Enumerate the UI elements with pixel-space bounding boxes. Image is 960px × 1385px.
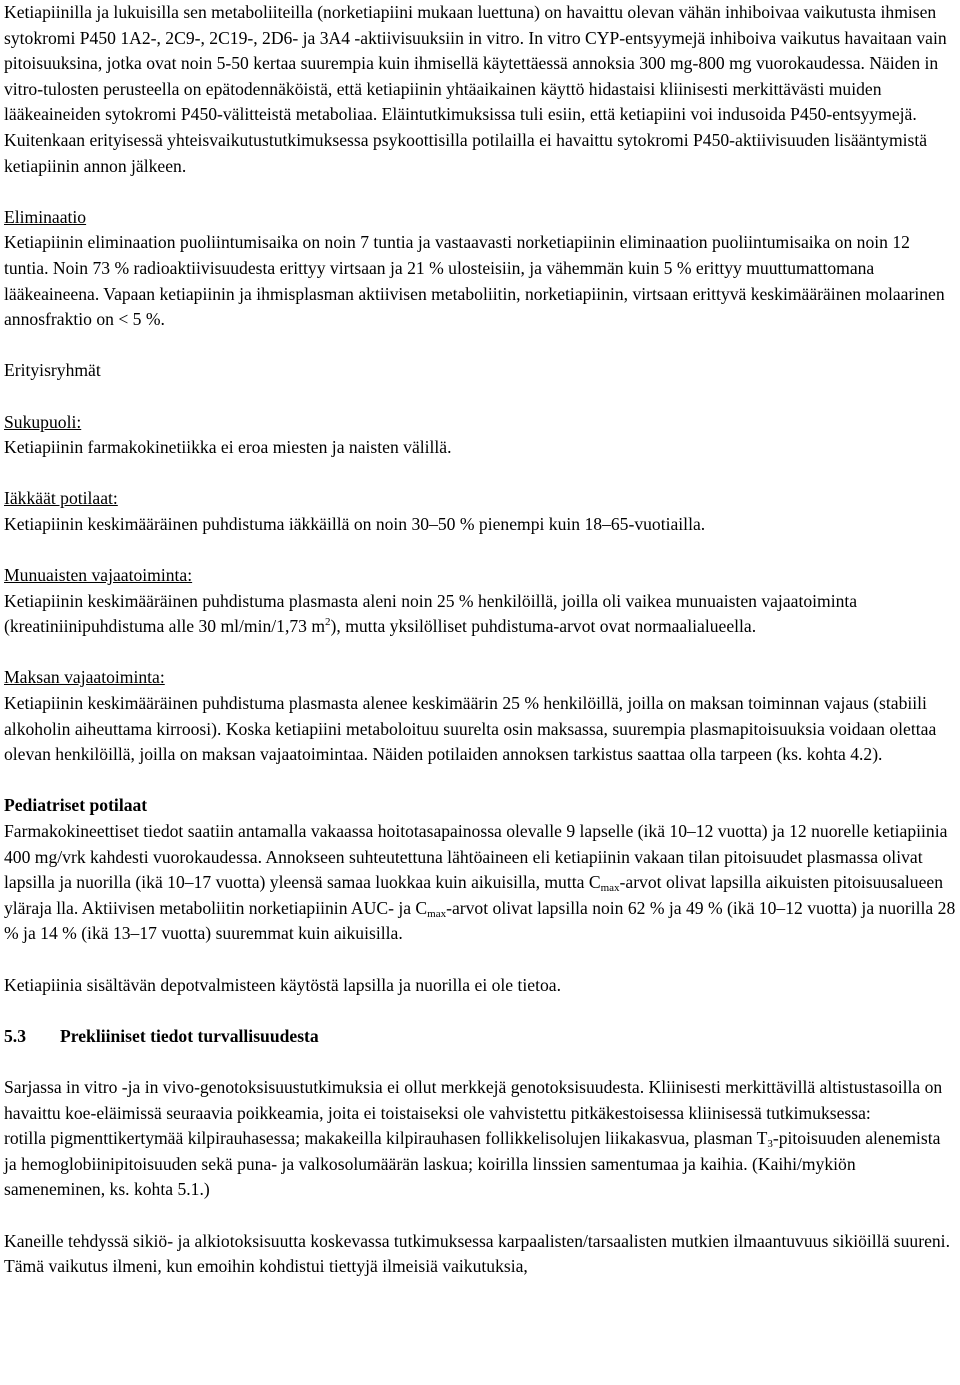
elimination-paragraph: Ketiapiinin eliminaation puoliintumisaika on noin 7 tuntia ja vastaavasti norketiapiinin eliminaation puoliintumisaika on noin 12 tuntia. Noin 73 % radioaktiivisuudesta erittyy virtsaan ja 21 % ulosteisiin, ja vähemmän kuin 5 % erittyy muuttumattomana lääkeaineena. Vapaan ketiapiinin ja ihmisplasman aktiivisen metaboliitin, norketiapiinin, virtsaan erittyvä keskimääräinen molaarinen annosfraktio on < 5 %. — [4, 232, 945, 330]
liver-heading: Maksan vajaatoiminta: — [4, 667, 165, 688]
document-page — [4, 0, 956, 1280]
reproductive-toxicity-paragraph: Kaneille tehdyssä sikiö- ja alkiotoksisuutta koskevassa tutkimuksessa karpaalisten/tarsaalisten mutkien ilmaantuvuus sikiöillä suureni. Tämä vaikutus ilmeni, kun emoihin kohdistui tiettyjä ilmeisiä vaikutuksia, — [4, 1230, 950, 1277]
renal-paragraph: Ketiapiinin keskimääräinen puhdistuma plasmasta aleni noin 25 % henkilöillä, joilla oli vaikea munuaisten vajaatoiminta (kreatiniinipuhdistuma alle 30 ml/min/1,73 $m^2$), mutta yksilölliset puhdistuma-arvot ovat normaalialueella. — [4, 590, 858, 637]
special-populations-heading: Erityisryhmät — [4, 360, 101, 381]
sex-paragraph: Ketiapiinin farmakokinetiikka ei eroa miesten ja naisten välillä. — [4, 437, 452, 458]
renal-heading: Munuaisten vajaatoiminta: — [4, 565, 193, 586]
pediatric-heading: Pediatriset potilaat — [4, 795, 148, 816]
elderly-heading: Iäkkäät potilaat: — [4, 488, 118, 509]
metabolism-paragraph: Ketiapiinilla ja lukuisilla sen metaboliiteilla (norketiapiini mukaan luettuna) on havaittu olevan vähän inhiboivaa vaikutusta ihmisen sytokromi P450 1A2-, 2C9-, 2C19-, 2D6- ja 3A4 -aktiivisuuksiin in vitro. In vitro CYP-entsyymejä inhiboiva vaikutus havaitaan vain pitoisuuksina, jotka ovat noin 5-50 kertaa suurempia kuin ihmisellä käytettäessä annoksia 300 mg-800 mg vuorokaudessa. Näiden in vitro-tulosten perusteella on epätodennäköistä, että ketiapiinin yhtäaikainen käyttö hidastaisi kliinisesti merkittävästi muiden lääkeaineiden sytokromi P450-välitteistä metaboliaa. Eläintutkimuksissa tuli esiin, että ketiapiini voi indusoida P450-entsyymejä. Kuitenkaan erityisessä yhteisvaikutustutkimuksessa psykoottisilla potilailla ei havaittu sytokromi P450-aktiivisuuden lisääntymistä ketiapiinin annon jälkeen. — [4, 2, 947, 176]
section-number: 5.3 — [4, 1025, 26, 1046]
pediatric-paragraph: Farmakokineettiset tiedot saatiin antamalla vakaassa hoitotasapainossa olevalle 9 lapselle (ikä 10–12 vuotta) ja 12 nuorelle ketiapiinia 400 mg/vrk kahdesti vuorokaudessa. Annokseen suhteutettuna lähtöaineen eli ketiapiinin vakaan tilan pitoisuudet plasmassa olivat lapsilla ja nuorilla (ikä 10–17 vuotta) yleensä samaa luokkaa kuin aikuisilla, mutta $C_{max}$-arvot olivat lapsilla aikuisten pitoisuusalueen yläraja lla. Aktiivisen metaboliitin norketiapiinin AUC- ja $C_{max}$-arvot olivat lapsilla noin 62 % ja 49 % (ikä 10–12 vuotta) ja nuorilla 28 % ja 14 % (ikä 13–17 vuotta) suuremmat kuin aikuisilla. — [4, 821, 956, 944]
elimination-heading: Eliminaatio — [4, 206, 87, 227]
depot-paragraph: Ketiapiinia sisältävän depotvalmisteen käytöstä lapsilla ja nuorilla ei ole tietoa. — [4, 974, 561, 995]
section-title: Prekliiniset tiedot turvallisuudesta — [60, 1025, 319, 1046]
sex-heading: Sukupuoli: — [4, 411, 82, 432]
genotoxicity-paragraph: Sarjassa in vitro -ja in vivo-genotoksisuustutkimuksia ei ollut merkkejä genotoksisuudesta. Kliinisesti merkittävillä altistustasoilla on havaittu koe-eläimissä seuraavia poikkeamia, joita ei toistaiseksi ole vahvistettu pitkäkestoisessa kliinisessä tutkimuksessa: rotilla pigmenttikertymää kilpirauhasessa; makakeilla kilpirauhasen follikkelisolujen liikakasvua, plasman $T_3$-pitoisuuden alenemista ja hemoglobiinipitoisuuden sekä puna- ja valkosolumäärän laskua; koirilla linssien samentumaa ja kaihia. (Kaihi/mykiön sameneminen, ks. kohta 5.1.) — [4, 1076, 943, 1200]
elderly-paragraph: Ketiapiinin keskimääräinen puhdistuma iäkkäillä on noin 30–50 % pienempi kuin 18–65-vuotiailla. — [4, 513, 706, 534]
liver-paragraph: Ketiapiinin keskimääräinen puhdistuma plasmasta alenee keskimäärin 25 % henkilöillä, joilla on maksan toiminnan vajaus (stabiili alkoholin aiheuttama kirroosi). Koska ketiapiini metaboloituu suurelta osin maksassa, suurempia plasmapitoisuuksia voidaan olettaa olevan henkilöillä, joilla on maksan vajaatoimintaa. Näiden potilaiden annoksen tarkistus saattaa olla tarpeen (ks. kohta 4.2). — [4, 693, 937, 765]
section-heading — [4, 1024, 956, 1050]
